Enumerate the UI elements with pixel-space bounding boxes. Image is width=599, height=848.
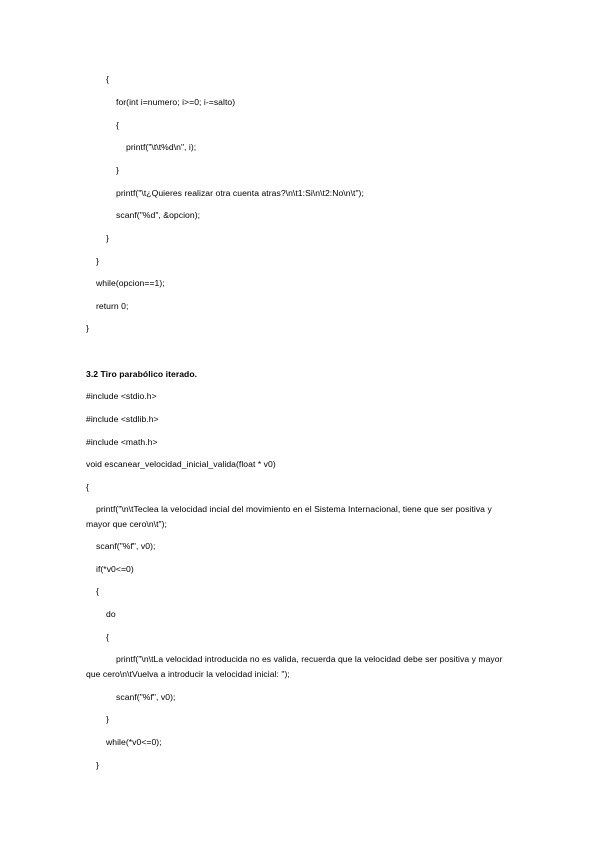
code-line: } (96, 256, 99, 266)
code-line-wrapped: printf("\n\tLa velocidad introducida no es valida, recuerda que la velocidad debe ser positiva y mayor que cero\n\tVuelva a introducir la velocidad inicial: "); (86, 654, 503, 679)
code-line: #include <stdlib.h> (86, 414, 159, 424)
code-line: #include <stdio.h> (86, 391, 157, 401)
code-line: printf("\t\t%d\n", i); (126, 142, 197, 152)
section-heading: 3.2 Tiro parabólico iterado. (86, 369, 198, 379)
code-line: } (106, 233, 109, 243)
code-line: } (106, 714, 109, 724)
code-line: { (116, 120, 119, 130)
code-line: if(*v0<=0) (96, 564, 134, 574)
code-line: #include <math.h> (86, 437, 158, 447)
code-line: scanf("%f", v0); (116, 692, 176, 702)
code-line: return 0; (96, 301, 129, 311)
code-line: printf("\t¿Quieres realizar otra cuenta atras?\n\t1:Si\n\t2:No\n\t"); (116, 188, 364, 198)
code-line: void escanear_velocidad_inicial_valida(float * v0) (86, 459, 276, 469)
code-line: } (116, 165, 119, 175)
code-line: } (86, 323, 89, 333)
code-line: while(opcion==1); (96, 278, 165, 288)
code-line-wrapped: printf("\n\tTeclea la velocidad incial del movimiento en el Sistema Internacional, tiene que ser positiva y mayor que cero\n\t"); (86, 504, 492, 529)
code-line: scanf("%d", &opcion); (116, 210, 201, 220)
code-line: { (106, 74, 109, 84)
code-line: for(int i=numero; i>=0; i-=salto) (116, 97, 236, 107)
code-line: { (86, 482, 89, 492)
code-line: scanf("%f", v0); (96, 541, 156, 551)
code-line: { (96, 586, 99, 596)
code-line: while(*v0<=0); (106, 737, 162, 747)
code-line: } (96, 760, 99, 770)
code-line: do (106, 609, 116, 619)
code-line: { (106, 632, 109, 642)
